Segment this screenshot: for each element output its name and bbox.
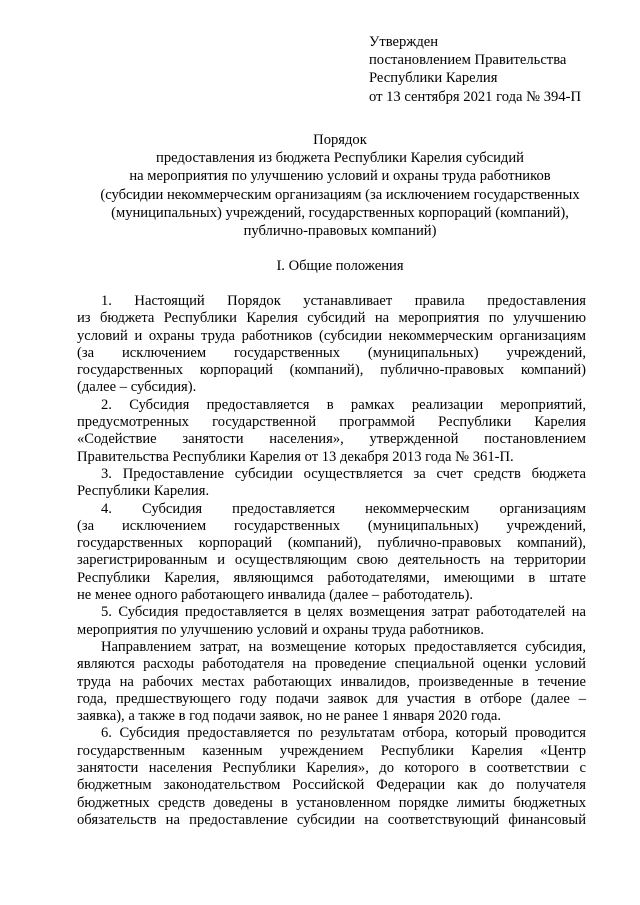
body-line: труда на рабочих местах работающих инвалидов, произведенные в течение xyxy=(77,673,586,690)
body-line: не менее одного работающего инвалида (далее – работодатель). xyxy=(77,587,474,604)
document-title xyxy=(60,131,620,240)
body-line: из бюджета Республики Карелия субсидий на мероприятия по улучшению xyxy=(77,310,586,327)
body-line: 4. Субсидия предоставляется некоммерческим организациям xyxy=(101,500,586,517)
approval-line: постановлением Правительства xyxy=(369,52,567,69)
body-line: бюджетным законодательством Российской Федерации как до получателя xyxy=(77,777,586,794)
body-line: Направлением затрат, на возмещение которых предоставляется субсидия, xyxy=(101,638,586,655)
title-line: (муниципальных) учреждений, государственных корпораций (компаний), xyxy=(111,204,569,221)
body-line: 1. Настоящий Порядок устанавливает правила предоставления xyxy=(101,293,586,309)
body-line: государственных корпораций (компаний), публично-правовых компаний), xyxy=(77,535,586,552)
document-body xyxy=(77,293,586,829)
body-line: являются расходы работодателя на проведение специальной оценки условий xyxy=(77,656,586,673)
body-line: 3. Предоставление субсидии осуществляется за счет средств бюджета xyxy=(101,465,586,482)
body-line: государственным казенным учреждением Республики Карелия «Центр xyxy=(77,742,586,759)
body-line: (за исключением государственных (муниципальных) учреждений, xyxy=(77,517,586,534)
body-line: Правительства Республики Карелия от 13 декабря 2013 года № 361-П. xyxy=(77,448,514,465)
body-line: (за исключением государственных (муниципальных) учреждений, xyxy=(77,344,586,361)
body-line: Республики Карелия. xyxy=(77,483,210,500)
title-line: (субсидии некоммерческим организациям (за исключением государственных xyxy=(100,186,580,203)
body-line: бюджетных средств доведены в установленном порядке лимиты бюджетных xyxy=(77,794,586,811)
body-line: года, предшествующего году подачи заявок для участия в отборе (далее – xyxy=(77,690,586,707)
body-line: Республики Карелия, являющимся работодателями, имеющими в штате xyxy=(77,569,586,586)
body-line: «Содействие занятости населения», утвержденной постановлением xyxy=(77,431,586,448)
body-line: государственных корпораций (компаний), публично-правовых компаний) xyxy=(77,362,586,379)
approval-line: Утвержден xyxy=(369,34,439,50)
body-line: 5. Субсидия предоставляется в целях возмещения затрат работодателей на xyxy=(101,604,586,621)
title-line: предоставления из бюджета Республики Карелия субсидий xyxy=(156,150,524,167)
body-line: (далее – субсидия). xyxy=(77,379,197,396)
body-line: условий и охраны труда работников (субсидии некоммерческим организациям xyxy=(77,327,586,344)
approval-stamp xyxy=(369,33,629,106)
section-heading: I. Общие положения xyxy=(276,258,404,274)
body-line: предусмотренных государственной программой Республики Карелия xyxy=(77,414,586,431)
body-line: 2. Субсидия предоставляется в рамках реализации мероприятий, xyxy=(101,396,586,413)
body-line: занятости населения Республики Карелия», до которого в соответствии с xyxy=(77,760,586,777)
body-line: 6. Субсидия предоставляется по результатам отбора, который проводится xyxy=(101,725,586,742)
approval-line: Республики Карелия xyxy=(369,70,498,87)
body-line: мероприятия по улучшению условий и охраны труда работников. xyxy=(77,621,485,638)
body-line: заявка), а также в год подачи заявок, но не ранее 1 января 2020 года. xyxy=(77,708,502,725)
body-line: обязательств на предоставление субсидии на соответствующий финансовый xyxy=(77,811,586,828)
body-line: зарегистрированным и осуществляющим свою деятельность на территории xyxy=(77,552,586,569)
title-line: на мероприятия по улучшению условий и охраны труда работников xyxy=(129,168,551,185)
title-line: Порядок xyxy=(313,132,367,148)
approval-line: от 13 сентября 2021 года № 394-П xyxy=(369,88,582,105)
title-line: публично-правовых компаний) xyxy=(243,223,437,240)
